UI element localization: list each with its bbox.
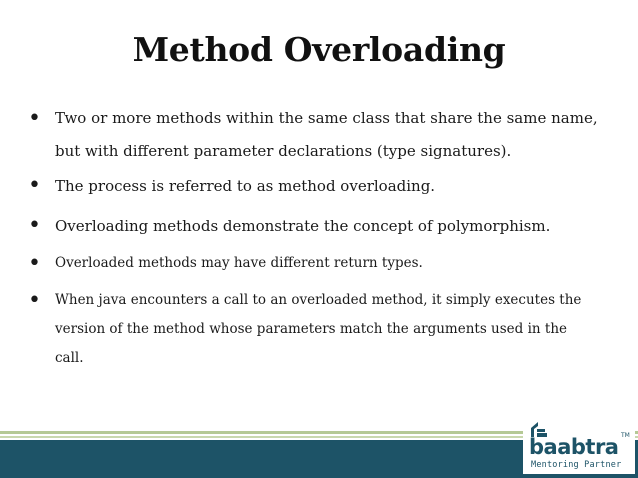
bullet-text: Overloaded methods may have different return types. <box>55 255 423 271</box>
bullet-text: When java encounters a call to an overloaded method, it simply executes the version of the method whose parameters match the arguments used in the call. <box>55 292 582 366</box>
bullet-dot-icon: • <box>28 251 41 276</box>
bullet-item <box>28 214 598 238</box>
logo-wordmark: baabtra <box>529 435 619 459</box>
bullet-dot-icon: • <box>28 106 41 131</box>
bullet-item <box>28 102 598 168</box>
bullet-text: The process is referred to as method overloading. <box>55 177 436 195</box>
bullet-text: Overloading methods demonstrate the concept of polymorphism. <box>55 217 551 235</box>
bullet-text: Two or more methods within the same class that share the same name, but with different parameter declarations (type signatures). <box>55 109 598 160</box>
baabtra-logo <box>523 418 635 474</box>
bullet-item <box>28 174 598 198</box>
slide-title: Method Overloading <box>132 30 506 69</box>
bullet-dot-icon: • <box>28 173 41 198</box>
bullet-list <box>28 102 598 373</box>
logo-tagline: Mentoring Partner <box>531 460 622 470</box>
bullet-item <box>28 252 598 274</box>
logo-trademark: TM <box>621 432 630 439</box>
bullet-item <box>28 286 598 373</box>
bullet-dot-icon: • <box>28 213 41 238</box>
bullet-dot-icon: • <box>28 288 41 313</box>
